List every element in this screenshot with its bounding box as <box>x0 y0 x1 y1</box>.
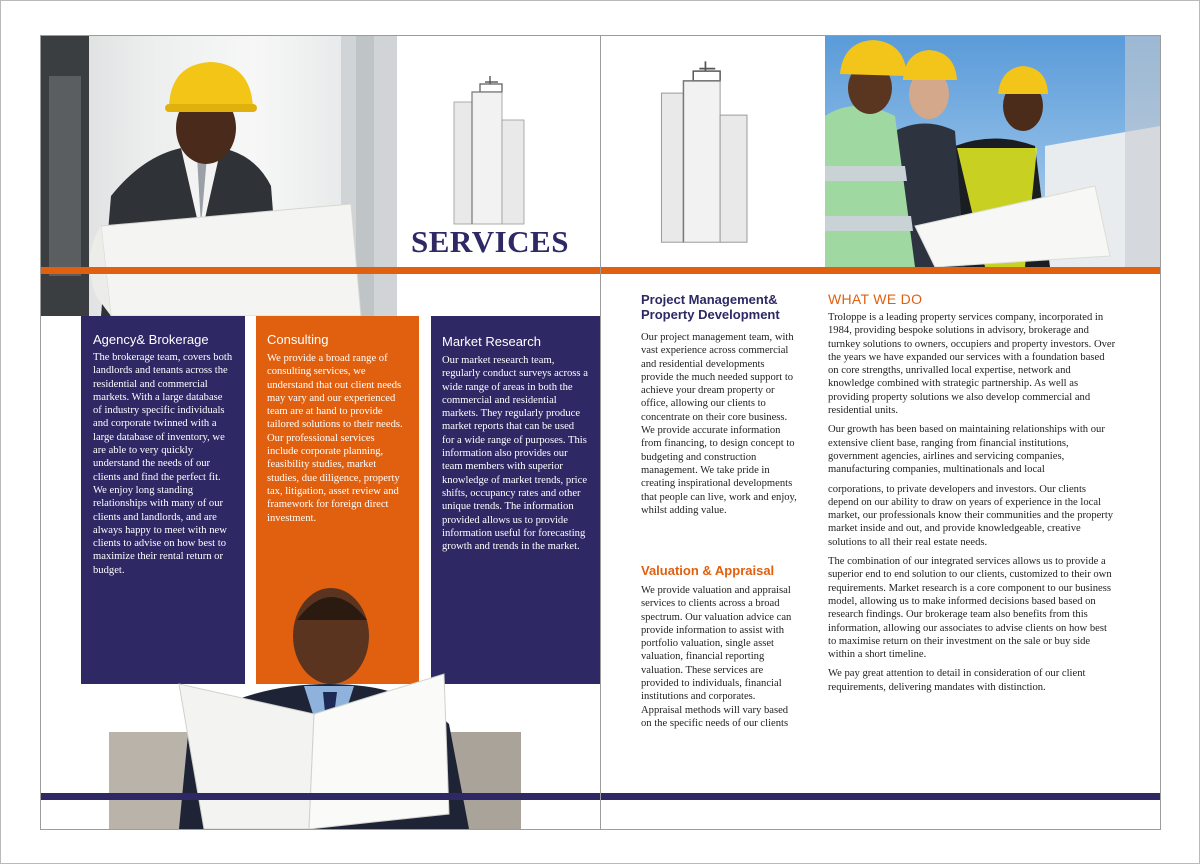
what-we-do-text <box>828 311 1117 700</box>
what-we-do-paragraph-3: corporations, to private developers and investors. Our clients depend on our ability to draw on years of experience in the local market, our professionals know their communities and the property market inside and out, and provide knowledgeable, creative solutions to all their real estate needs. <box>828 483 1114 548</box>
consulting-title: Consulting <box>267 332 329 347</box>
left-navy-rule <box>41 793 600 800</box>
right-page <box>600 35 1161 830</box>
right-orange-rule <box>601 267 1160 274</box>
valuation-title: Valuation & Appraisal <box>641 563 775 578</box>
valuation-body: We provide valuation and appraisal services to clients across a broad spectrum. Our valuation advice can provide information to assist with portfolio valuation, single asset valuation, financial reporting valuation. These services are provided to individuals, financial institutions and corporates. Appraisal methods will vary based on the specific needs of our clients <box>641 585 792 729</box>
project-management-title <box>641 292 811 322</box>
services-title: SERVICES <box>411 224 569 259</box>
right-navy-rule <box>601 793 1160 800</box>
what-we-do-paragraph-4: The combination of our integrated services allows us to provide a superior end to end solution to our clients, customized to their own requirements. Market research is a core component to our business model, allowing us to make informed decisions based based on research findings. Our brokerage team also benefits from this information, allowing our associates to advise clients on how best to maximise return on their investment on the sale or buy side within a short timeline. <box>828 556 1112 661</box>
what-we-do-paragraph-1: Troloppe is a leading property services company, incorporated in 1984, providing bespoke solutions in advisory, brokerage and turnkey solutions to owners, occupiers and property investors. Over the years we have expanded our services with a foundation based on core strengths, unrivalled local expertise, network and knowledge combined with strategic partnership. As well as providing property solutions we also develop commercial and residential units. <box>828 312 1116 417</box>
photo-engineer-blueprint <box>41 36 397 316</box>
photo-man-reading <box>109 574 521 829</box>
what-we-do-title: WHAT WE DO <box>828 291 923 307</box>
project-management-body: Our project management team, with vast experience across commercial and residential developments provide the much needed support to achieve your dream property or office, allowing our clients to concentrate on their core business. We provide accurate information from financing, to design concept to budgeting and construction management. We take pride in creating inspirational developments that people can live, work and enjoy, whilst adding value. <box>641 332 797 516</box>
building-logo-icon <box>452 76 542 226</box>
market-research-title: Market Research <box>442 334 541 349</box>
project-management-title-line1: Project Management& <box>641 292 778 307</box>
services-logo-block <box>397 36 600 268</box>
project-management-title-line2: Property Development <box>641 307 780 322</box>
agency-title: Agency& Brokerage <box>93 332 209 347</box>
what-we-do-paragraph-2: Our growth has been based on maintaining relationships with our extensive client base, ranging from financial institutions, government agencies, airlines and servicing companies, manufacturing companies, multinationals and local <box>828 424 1105 476</box>
photo-construction-team <box>825 36 1160 267</box>
building-logo-icon <box>659 58 769 248</box>
consulting-body: We provide a broad range of consulting services, we understand that out client needs may vary and our experienced team are at hand to provide tailored solutions to their needs. Our professional services include corporate planning, feasibility studies, market studies, due diligence, property tax, litigation, asset review and framework for foreign direct investment. <box>267 353 403 524</box>
what-we-do-paragraph-5: We pay great attention to detail in consideration of our client requirements, delivering mandates with distinction. <box>828 668 1086 693</box>
left-orange-rule <box>41 267 600 274</box>
left-page <box>40 35 601 830</box>
market-research-body: Our market research team, regularly conduct surveys across a wide range of areas in both the commercial and residential markets. They regularly produce market reports that can be used for a wide range of purposes. This information also provides our team members with superior knowledge of market trends, price shifts, occupancy rates and other unique trends. The information provided allows us to provide information useful for forecasting growth and trends in the market. <box>442 355 588 553</box>
agency-body: The brokerage team, covers both landlords and tenants across the residential and commercial markets. With a large database of industry specific individuals and corporate twinned with a large database of inventory, we are able to very quickly understand the needs of our clients and find the perfect fit. We enjoy long standing relationships with many of our clients and landlords, and are always happy to meet with new clients to advise on how best to maximize their rental return or budget. <box>93 352 233 576</box>
